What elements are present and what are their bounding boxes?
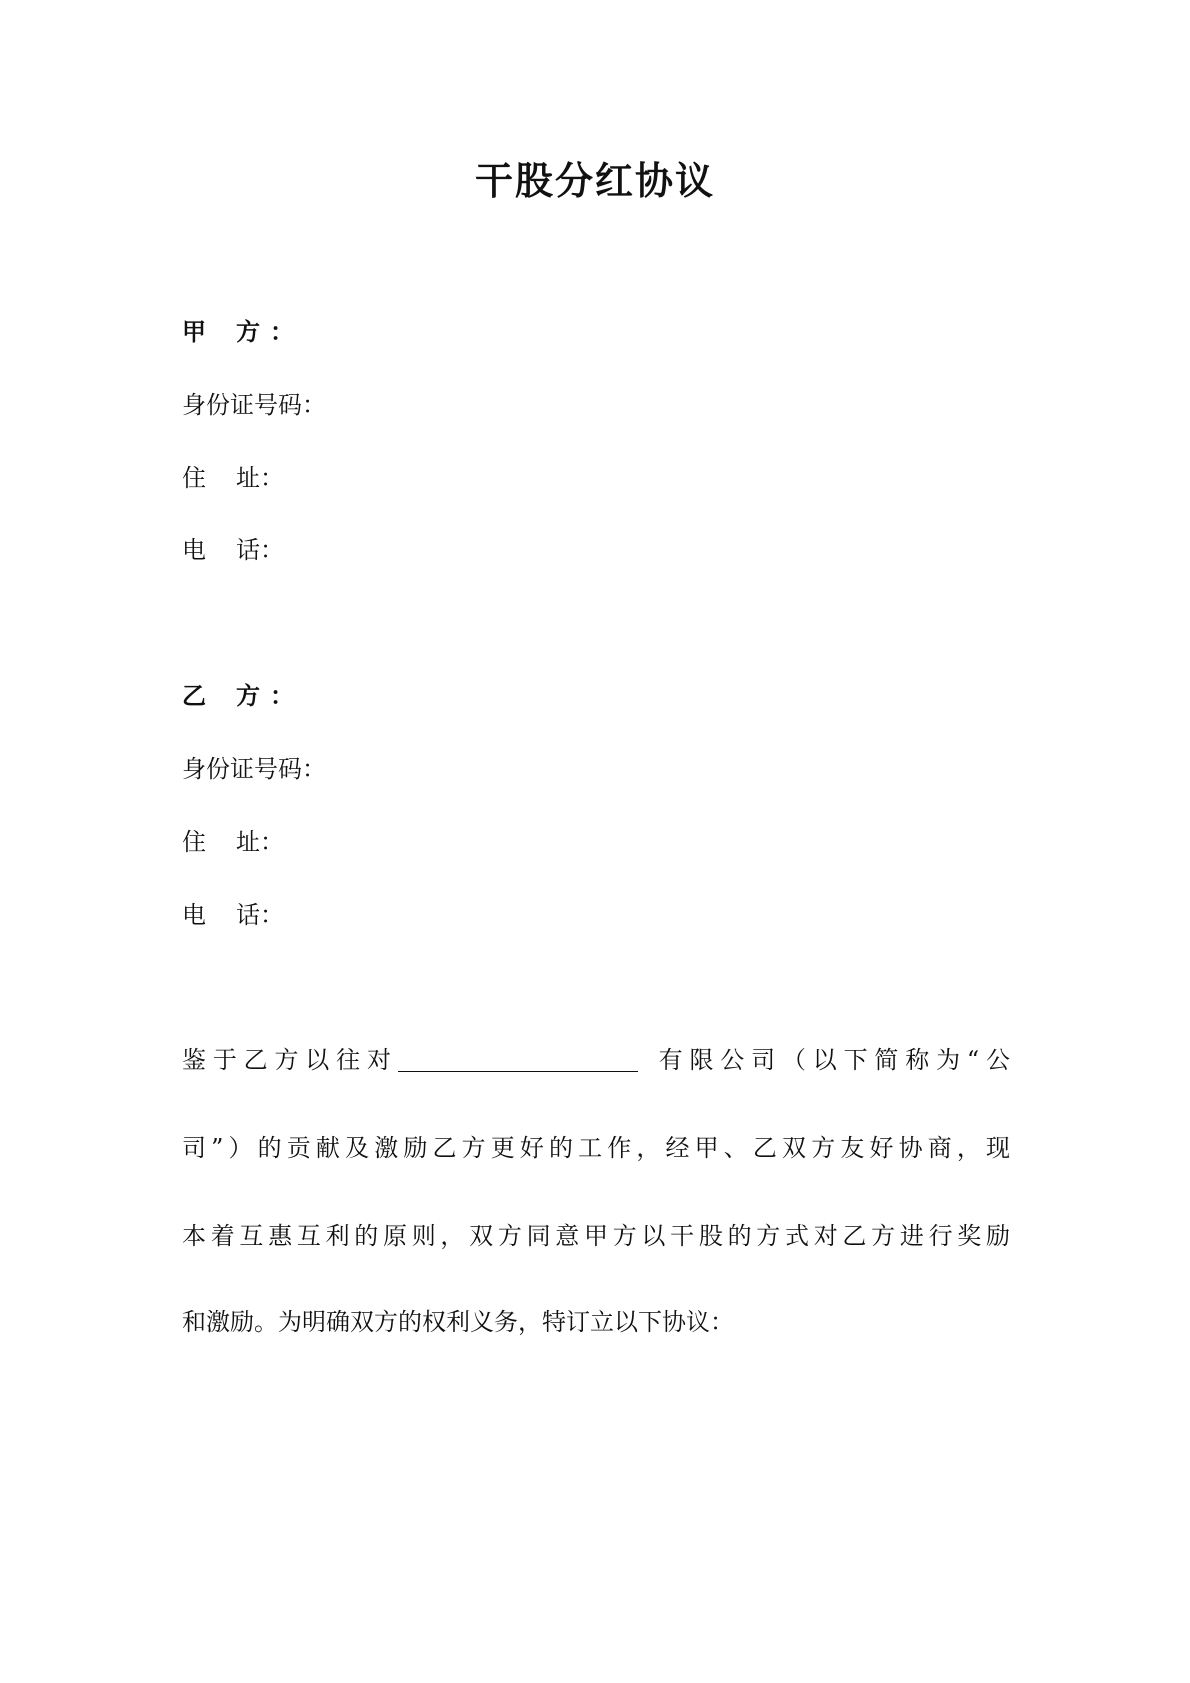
party-a-phone-1: 电: [182, 536, 206, 564]
party-a-id-label: 身份证号码：: [182, 391, 326, 419]
party-b-phone-label: [182, 899, 284, 931]
company-name-blank: [398, 1045, 638, 1072]
party-a-label-2: 方: [236, 317, 260, 346]
party-b-address-2: 址：: [236, 828, 284, 856]
preamble-line-3: 本着互惠互利的原则，双方同意甲方以干股的方式对乙方进行奖励: [182, 1222, 1010, 1250]
party-a-label-1: 甲: [182, 317, 206, 346]
party-a-address-1: 住: [182, 464, 206, 492]
party-b-id-label: 身份证号码：: [182, 755, 326, 783]
party-a-phone-label: [182, 534, 284, 566]
preamble-line-4: 和激励。为明确双方的权利义务，特订立以下协议：: [182, 1308, 734, 1336]
party-b-label-1: 乙: [182, 681, 206, 710]
party-b-address-label: [182, 826, 284, 858]
party-a-colon: ：: [270, 317, 294, 346]
preamble-line-1: [182, 1044, 1010, 1076]
party-a-address-2: 址：: [236, 464, 284, 492]
party-a-heading: [182, 316, 294, 348]
party-b-label-2: 方: [236, 681, 260, 710]
party-b-phone-2: 话：: [236, 901, 284, 929]
party-b-address-1: 住: [182, 828, 206, 856]
party-a-address-label: [182, 462, 284, 494]
preamble-line-1-start: 鉴于乙方以往对: [182, 1046, 398, 1074]
party-b-phone-1: 电: [182, 901, 206, 929]
preamble-line-1-end: 有限公司（以下简称为“公: [651, 1046, 1010, 1074]
party-b-heading: [182, 680, 294, 712]
document-title: 干股分红协议: [474, 158, 715, 203]
preamble-line-2: 司”）的贡献及激励乙方更好的工作，经甲、乙双方友好协商，现: [182, 1134, 1010, 1162]
party-b-colon: ：: [270, 681, 294, 710]
party-a-phone-2: 话：: [236, 536, 284, 564]
